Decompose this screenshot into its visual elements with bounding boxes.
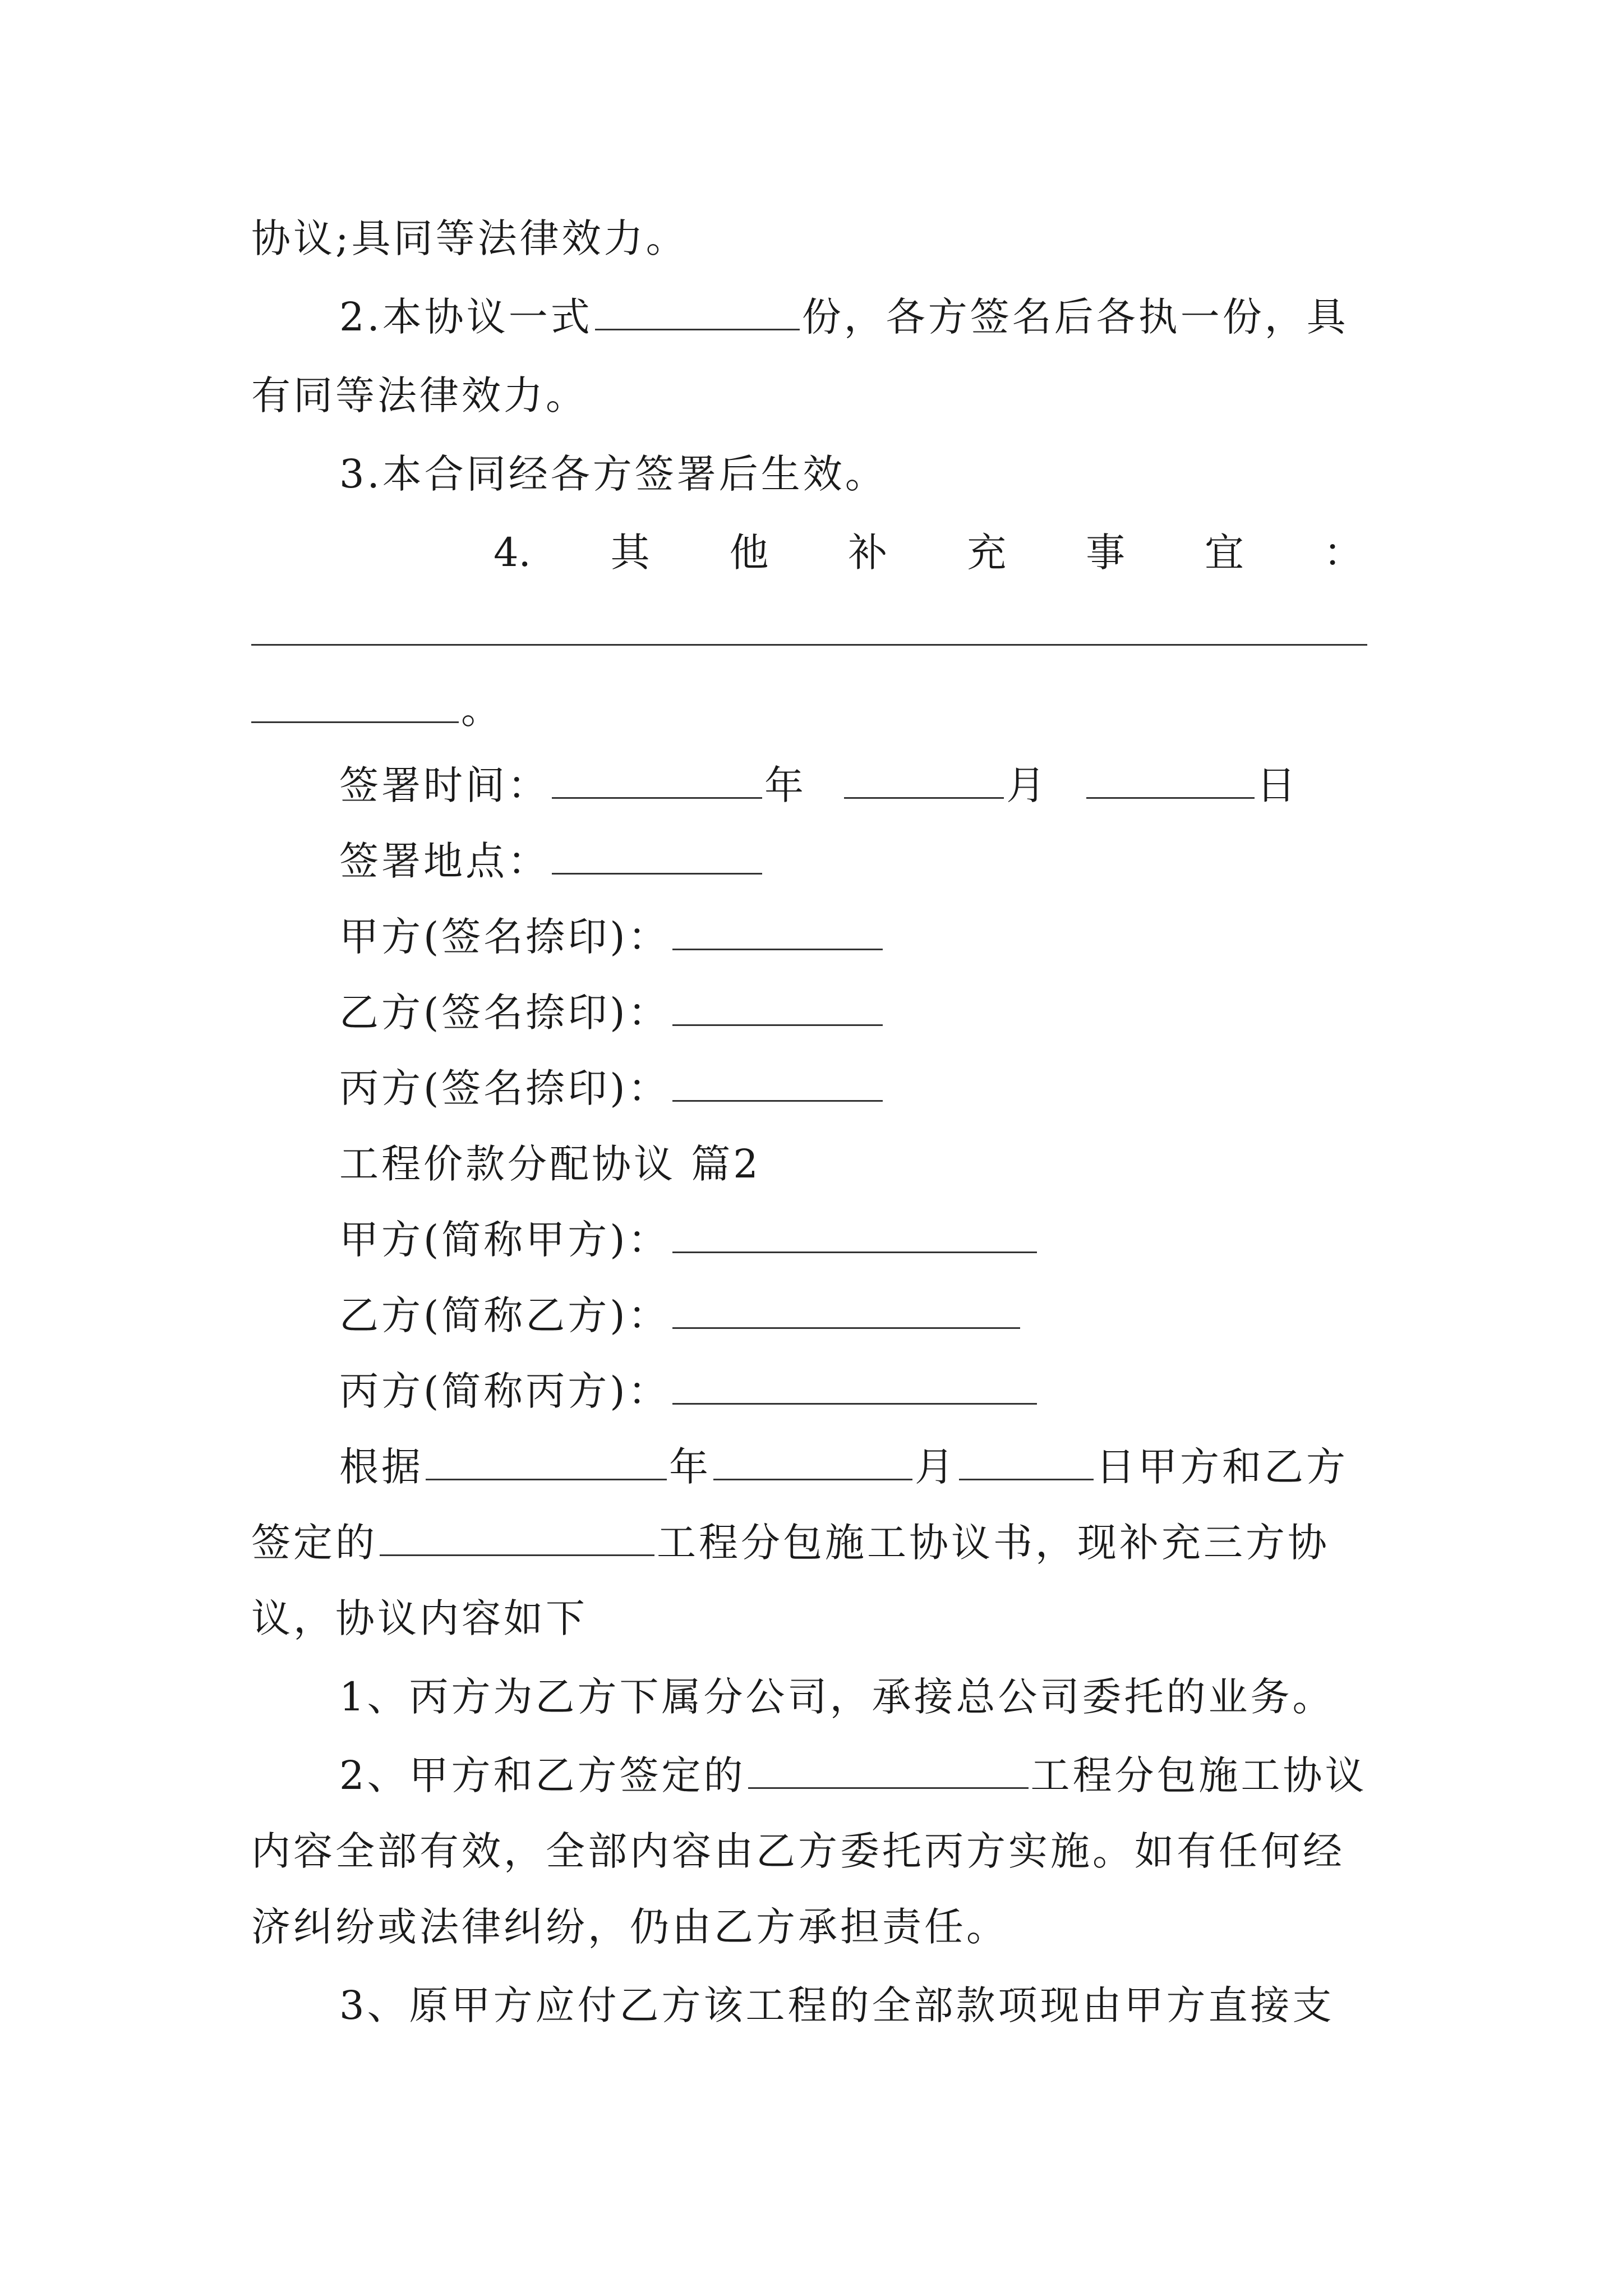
heading-char: 其 (610, 530, 650, 576)
line-text: 1、丙方为乙方下属分公司，承接总公司委托的业务。 (339, 1674, 1335, 1720)
text-line (339, 1672, 1335, 1722)
party-c-name-blank[interactable] (672, 1366, 1037, 1405)
supplementary-long-blank[interactable] (251, 644, 1367, 646)
party-c-short-label: 丙方(简称丙方)： (339, 1368, 670, 1414)
line-text: 。 (461, 687, 503, 733)
party-a-sign-blank[interactable] (672, 912, 883, 950)
day-blank[interactable] (1086, 760, 1255, 799)
year-blank[interactable] (552, 760, 762, 799)
party-b-short-label: 乙方(简称乙方)： (339, 1292, 670, 1338)
basis-month-blank[interactable] (713, 1442, 912, 1480)
party-c-sign-label: 丙方(签名捺印)： (339, 1065, 670, 1111)
line-text: 济纠纷或法律纠纷，仍由乙方承担责任。 (251, 1904, 1008, 1950)
basis-day-blank[interactable] (959, 1442, 1094, 1480)
line-text: 工程分包施工协议书，现补充三方协 (657, 1520, 1330, 1566)
line-text: 2.本协议一式 (339, 294, 593, 340)
year-label: 年 (764, 762, 806, 808)
sign-place-blank[interactable] (552, 836, 762, 875)
line-text: 签定的 (251, 1520, 377, 1566)
line-text: 有同等法律效力。 (251, 372, 588, 418)
text-line (251, 213, 688, 264)
heading-char: 宜 (1205, 530, 1244, 576)
copies-blank[interactable] (595, 292, 800, 330)
line-text: 2、甲方和乙方签定的 (339, 1752, 746, 1798)
text-line (251, 684, 503, 735)
heading-char: 4. (494, 530, 531, 576)
party-a-name-blank[interactable] (672, 1214, 1037, 1253)
party-c-sign-row (339, 1063, 885, 1114)
line-text: 协议;具同等法律效力。 (251, 215, 688, 261)
line-text: 根据 (339, 1444, 423, 1490)
section-title-text: 工程价款分配协议 篇2 (339, 1141, 761, 1187)
text-line (251, 1593, 588, 1644)
party-a-sign-label: 甲方(签名捺印)： (339, 914, 670, 960)
project-name-blank[interactable] (380, 1517, 654, 1556)
sign-place-row (339, 836, 764, 886)
party-a-short-label: 甲方(简称甲方)： (339, 1217, 670, 1263)
month-blank[interactable] (844, 760, 1004, 799)
party-b-sign-label: 乙方(签名捺印)： (339, 990, 670, 1036)
line-text: 年 (669, 1444, 711, 1490)
party-b-sign-blank[interactable] (672, 987, 883, 1026)
line-text: 月 (915, 1444, 957, 1490)
month-label: 月 (1006, 762, 1049, 808)
text-line (251, 1826, 1345, 1876)
text-line (251, 1902, 1008, 1952)
text-line (339, 1980, 1335, 2031)
sign-place-label: 签署地点： (339, 838, 550, 884)
party-a-short-row (339, 1214, 1039, 1265)
text-line (339, 449, 887, 499)
heading-char: ： (1323, 530, 1363, 576)
basis-line (339, 1442, 1348, 1492)
line-text: 份，各方签名后各执一份，具 (801, 294, 1349, 340)
line-text: 工程分包施工协议 (1030, 1752, 1367, 1798)
sign-time-row (339, 760, 1299, 811)
signed-line (251, 1517, 1330, 1568)
day-label: 日 (1256, 762, 1299, 808)
item2-project-blank[interactable] (748, 1750, 1029, 1789)
supplementary-blank-end[interactable] (251, 684, 459, 723)
heading-char: 事 (1086, 530, 1126, 576)
text-line (251, 370, 588, 421)
line-text: 日甲方和乙方 (1096, 1444, 1348, 1490)
supplementary-heading (494, 527, 1363, 578)
line-text: 议，协议内容如下 (251, 1595, 588, 1641)
heading-char: 充 (967, 530, 1007, 576)
party-b-short-row (339, 1290, 1022, 1341)
party-b-sign-row (339, 987, 885, 1038)
text-line (339, 1750, 1367, 1801)
line-text: 3.本合同经各方签署后生效。 (339, 451, 887, 497)
party-b-name-blank[interactable] (672, 1290, 1020, 1329)
line-text: 3、原甲方应付乙方该工程的全部款项现由甲方直接支 (339, 1982, 1335, 2028)
party-a-sign-row (339, 912, 885, 962)
heading-char: 补 (848, 530, 888, 576)
sign-time-label: 签署时间： (339, 762, 550, 808)
basis-year-blank[interactable] (426, 1442, 667, 1480)
heading-char: 他 (729, 530, 769, 576)
line-text: 内容全部有效，全部内容由乙方委托丙方实施。如有任何经 (251, 1828, 1345, 1874)
text-line (339, 292, 1349, 342)
party-c-short-row (339, 1366, 1039, 1416)
party-c-sign-blank[interactable] (672, 1063, 883, 1102)
section-title (339, 1139, 761, 1189)
